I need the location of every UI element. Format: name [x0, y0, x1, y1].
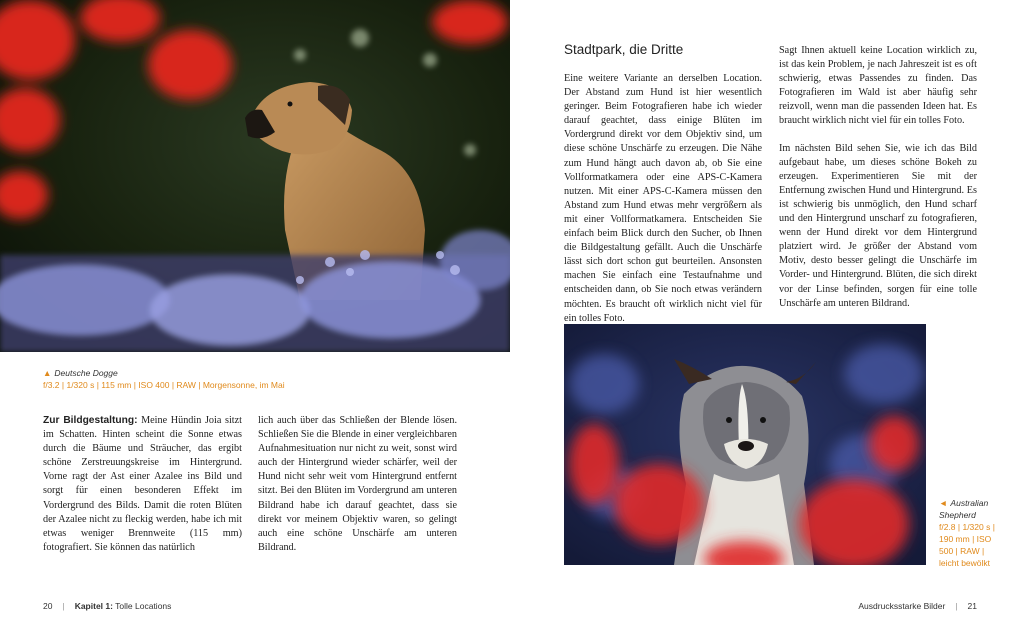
- chapter-label: Kapitel 1:: [74, 601, 113, 611]
- left-page-number: 20: [43, 601, 53, 611]
- right-body-text-2b: Im nächsten Bild sehen Sie, wie ich das Bild aufgebaut habe, um dieses schöne Bokeh zu erzeugen. Experimentieren Sie mit der Entfernung zwischen Hund und Hintergrund. Es ist schwierig bis unmöglich, den Hund scharf und den Hintergrund unscharf zu fotografieren, wenn der Hund direkt vor dem Hintergrund platziert wird. Je größer der Abstand vom Motiv, desto besser gelingt die Unschärfe im Vorder- und Hintergrund. Blüten, die sich direkt vor der Linse befinden, sorgen für eine tolle Unschärfe am unteren Bildrand.: [779, 142, 977, 309]
- right-body-column-2: [779, 44, 977, 324]
- caption-arrow-icon: ◄: [939, 498, 948, 508]
- right-photo-caption: [939, 497, 999, 569]
- caption-meta: f/2.8 | 1/320 s | 190 mm | ISO 500 | RAW | leicht bewölkt: [939, 522, 995, 568]
- section-heading: Stadtpark, die Dritte: [564, 42, 684, 57]
- chapter-title: Tolle Locations: [115, 601, 172, 611]
- caption-arrow-icon: ▲: [43, 368, 52, 378]
- caption-title: Australian Shepherd: [939, 498, 989, 520]
- great-dane-photo: [0, 0, 510, 352]
- left-body-column-1: [43, 414, 242, 555]
- footer-divider: |: [955, 601, 958, 611]
- footer-divider: |: [62, 601, 65, 611]
- right-body-text-2a: Sagt Ihnen aktuell keine Location wirklich zu, ist das kein Problem, je nach Jahreszeit ist es oft schwierig, etwas Passendes zu finden. Das Fotografieren im Wald ist aber häufig sehr reizvoll, wenn man die passenden Ideen hat. Es braucht wirklich nicht viel für ein tolles Foto.: [779, 45, 977, 127]
- right-body-column-1: [564, 72, 762, 326]
- right-page-number: 21: [967, 601, 977, 611]
- right-footer: [858, 601, 977, 611]
- left-footer: [43, 601, 171, 611]
- left-body-column-2: [258, 414, 457, 555]
- body-text-2: lich auch über das Schließen der Blende lösen. Schließen Sie die Blende in einer vergleichbaren Aufnahmesituation nur nicht zu weit, sonst wird auch der Hintergrund wieder schärfer, weil der Hund nicht sehr weit vom Hintergrund entfernt sitzt. Bei den Blüten im Vordergrund am unteren Bildrand habe ich darauf geachtet, dass sie direkt vor meinem Objektiv waren, so gelingt auch eine schöne Unschärfe am unteren Bildrand.: [258, 415, 457, 553]
- caption-title: Deutsche Dogge: [54, 368, 118, 378]
- left-photo-caption: [43, 367, 343, 391]
- section-title: Ausdrucksstarke Bilder: [858, 601, 946, 611]
- right-body-text-1: Eine weitere Variante an derselben Location. Der Abstand zum Hund ist hier wesentlich geringer. Beim Fotografieren habe ich wieder darauf geachtet, dass einige Blüten im Vordergrund direkt vor dem Objektiv sind, um diese schöne Unschärfe zu erzeugen. Die Nähe zum Hund hängt auch davon ab, ob Sie eine Vollformatkamera oder eine APS-C-Kamera nutzen. Mit einer APS-C-Kamera müssen den Abstand zum Hund etwas mehr vergrößern als mit einer Vollformatkamera. Entscheiden Sie einfach beim Blick durch den Sucher, ob Ihnen die Bildgestaltung gefällt. Auch die Unschärfe lässt sich dort schon gut beurteilen. Ansonsten machen Sie einfach eine Testaufnahme und entscheiden dann, ob Sie noch etwas verändern möchten. Es braucht oft wirklich nicht viel für ein tolles Foto.: [564, 73, 762, 324]
- caption-meta: f/3.2 | 1/320 s | 115 mm | ISO 400 | RAW | Morgensonne, im Mai: [43, 380, 285, 390]
- australian-shepherd-photo: [564, 324, 926, 565]
- body-lead: Zur Bildgestaltung:: [43, 415, 138, 426]
- body-text-1: Meine Hündin Joia sitzt im Schatten. Hinten scheint die Sonne etwas durch die Bäume und Sträucher, das ergibt schöne Zerstreuungskreise im Hintergrund. Vorne ragt der Ast einer Azalee ins Bild und sorgt für einen besonderen Effekt im Vordergrund des Bilds. Damit die roten Blüten der Azalee nicht zu fleckig werden, habe ich mit etwas weniger Brennweite (115 mm) fotografiert. Sie können das natürlich: [43, 415, 242, 553]
